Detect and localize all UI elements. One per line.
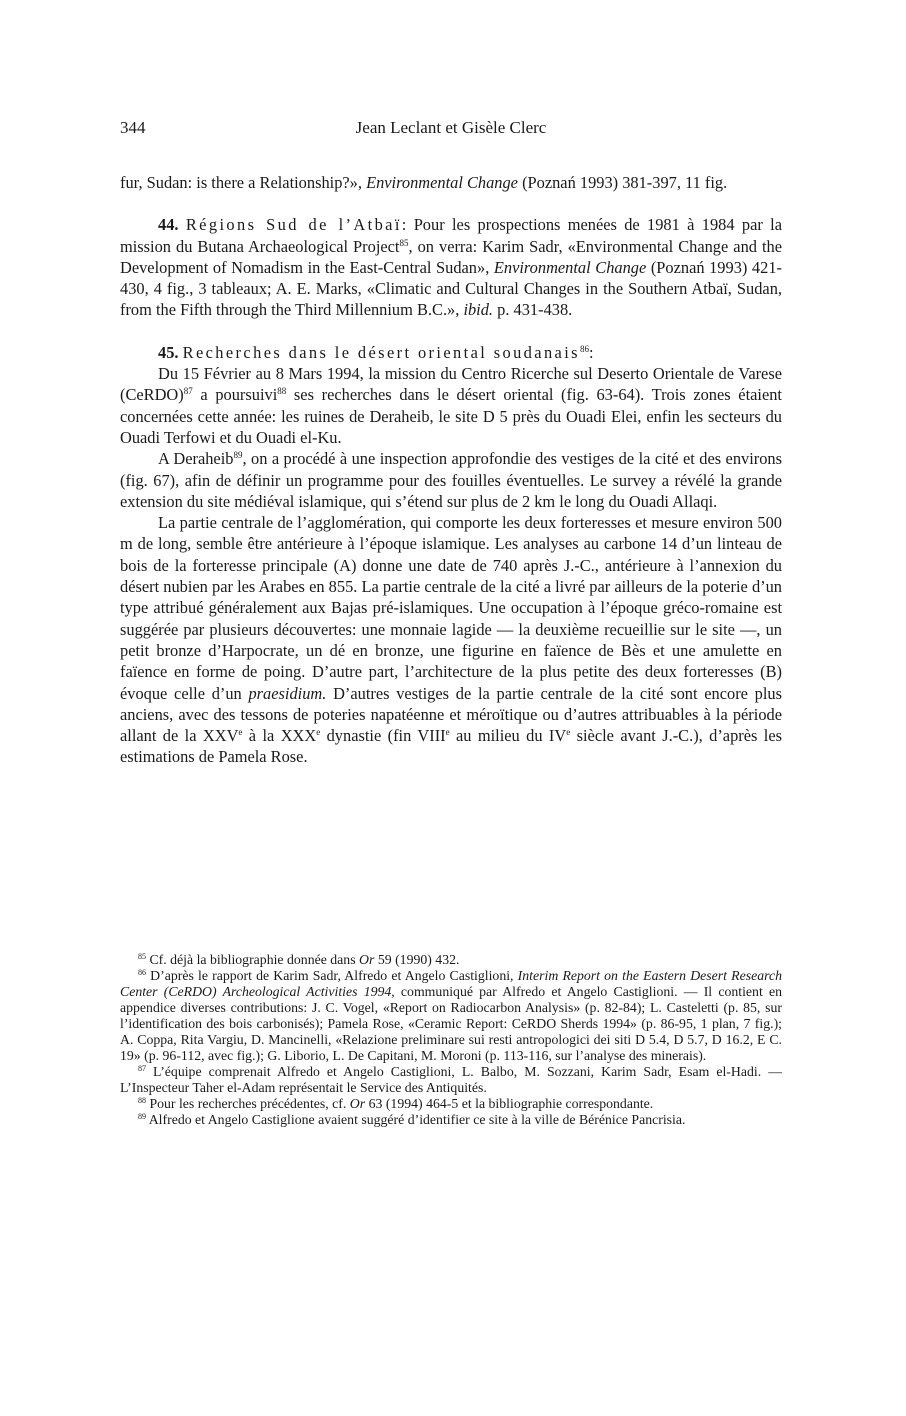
section-45-paragraph-3 (120, 512, 782, 768)
section-44 (120, 214, 782, 320)
footnote-number: 88 (138, 1096, 146, 1105)
text-run: a poursuivi (192, 385, 278, 405)
footnote-ref[interactable]: 87 (183, 386, 193, 397)
italic-journal: Or (349, 1096, 366, 1111)
text-run: A Deraheib (158, 449, 234, 469)
running-head: Jean Leclant et Gisèle Clerc (355, 118, 547, 137)
footnotes (120, 952, 782, 1128)
ordinal-sup: e (445, 727, 450, 738)
footnote-number: 87 (138, 1064, 146, 1073)
text-run: à la XXX (242, 726, 317, 746)
footnote-text: Cf. déjà la bibliographie donnée dans (149, 952, 360, 967)
footnote-text: D’après le rapport de Karim Sadr, Alfredo et Angelo Castiglioni, (150, 968, 518, 983)
text-run: La partie centrale de l’agglomération, qui comporte les deux forteresses et mesure environ 500 m de long, semble être antérieure à l’époque islamique. Les analyses au carbone 14 d’un linteau de bois de la forteresse principale (A) donne une date de 740 après J.-C., antérieure à l’annexion du désert nubien par les Arabes en 855. La partie centrale de la cité a livré par ailleurs de la poterie d’un type attribué généralement aux Bajas pré-islamiques. Une occupation à l’époque gréco-romaine est suggérée par plusieurs découvertes: une monnaie lagide — la deuxième recueillie sur le site —, un petit bronze d’Harpocrate, un dé en bronze, une figurine en faïence de Bès et une amulette en faïence en forme de poing. D’autre part, l’architecture de la plus petite des deux forteresses (B) évoque celle d’un (120, 513, 782, 703)
section-title: Recherches dans le désert oriental soudanais (182, 342, 580, 362)
footnote-number: 86 (138, 968, 146, 977)
section-number: 45. (158, 342, 179, 362)
text-run: Du 15 Février au 8 Mars 1994, la mission du Centro Ricerche sul Deserto Orientale de Varese (CeRDO) (120, 364, 782, 405)
italic-journal: Or (359, 952, 375, 967)
section-45-paragraph-2 (120, 448, 782, 512)
section-number: 44. (158, 215, 179, 235)
footnote-text: L’équipe comprenait Alfredo et Angelo Castiglioni, L. Balbo, M. Sozzani, Karim Sadr, Esam el-Hadi. — L’Inspecteur Taher el-Adam représentait le Service des Antiquités. (120, 1064, 782, 1095)
footnote-ref[interactable]: 89 (233, 450, 243, 461)
text-run: p. 431-438. (493, 300, 573, 320)
footnote-88 (120, 1096, 782, 1112)
footnote-ref[interactable]: 88 (277, 386, 287, 397)
footnote-ref[interactable]: 85 (399, 237, 409, 248)
footnote-89 (120, 1112, 782, 1128)
ordinal-sup: e (238, 727, 243, 738)
ordinal-sup: e (316, 727, 321, 738)
footnote-86 (120, 968, 782, 1064)
footnote-text: 59 (1990) 432. (374, 952, 460, 967)
ordinal-sup: e (566, 727, 571, 738)
text-run: : (588, 342, 594, 362)
text-run: ses recherches dans le désert oriental (fig. 63-64). Trois zones étaient concernées cette année: les ruines de Deraheib, le site D 5 près du Ouadi Elei, enfin les secteurs du Ouadi Terfowi et du Ouadi el-Ku. (120, 385, 782, 447)
italic-abbrev: ibid. (463, 300, 494, 320)
text-run: dynastie (fin VIII (320, 726, 446, 746)
text-run: (Poznań 1993) 381-397, 11 fig. (517, 173, 728, 192)
page-number: 344 (120, 118, 146, 137)
main-text (120, 172, 782, 768)
text-run: , on verra: Karim Sadr, «Environmental Change and the Development of Nomadism in the East-Central Sudan», (120, 236, 782, 277)
text-run: au milieu du IV (449, 726, 567, 746)
footnote-text: communiqué par Alfredo et Angelo Castiglioni. — Il contient en appendice diverses contributions: J. C. Vogel, «Report on Radiocarbon Analysis» (p. 82-84); L. Casteletti (p. 85, sur l’identification des bois carbonisés); Pamela Rose, «Ceramic Report: CeRDO Sherds 1994» (p. 86-95, 1 plan, 7 fig.); A. Coppa, Rita Vargiu, D. Mancinelli, «Relazione preliminare sui resti antropologici dei siti D 5.4, D 5.7, D 16.2, E C. 19» (p. 96-112, avec fig.); G. Liborio, L. De Capitani, M. Moroni (p. 113-116, sur l’analyse des minerais). (120, 984, 782, 1063)
text-run: siècle avant J.-C.), d’après les estimations de Pamela Rose. (120, 726, 782, 767)
text-run: : Pour les prospections menées de 1981 à 1984 par la mission du Butana Archaeological Project (120, 215, 782, 256)
section-title: Régions Sud de l’Atbaï (185, 215, 402, 235)
footnote-text: Alfredo et Angelo Castiglione avaient suggéré d’identifier ce site à la ville de Bérénice Pancrisia. (148, 1112, 686, 1127)
italic-title: Environmental Change (366, 173, 518, 192)
text-run: fur, Sudan: is there a Relationship?», (120, 173, 367, 192)
footnote-text: Pour les recherches précédentes, cf. (149, 1096, 350, 1111)
text-run: D’autres vestiges de la partie centrale de la cité sont encore plus anciens, avec des tessons de poteries napatéenne et méroïtique ou d’autres attribuables à la période allant de la XXV (120, 683, 782, 746)
footnote-ref[interactable]: 86 (579, 343, 589, 354)
footnote-text: 63 (1994) 464-5 et la bibliographie correspondante. (365, 1096, 654, 1111)
text-run: (Poznań 1993) 421-430, 4 fig., 3 tableaux; A. E. Marks, «Climatic and Cultural Changes in the Southern Atbaï, Sudan, from the Fifth through the Third Millennium B.C.», (120, 257, 782, 320)
text-run: , on a procédé à une inspection approfondie des vestiges de la cité et des environs (fig. 67), afin de définir un programme pour des fouilles éventuelles. Le survey a révélé la grande extension du site médiéval islamique, qui s’étend sur plus de 2 km le long du Ouadi Allaqi. (120, 449, 782, 511)
section-45-heading (120, 342, 782, 363)
continuation-paragraph (120, 172, 782, 193)
italic-title: Interim Report on the Eastern Desert Research Center (CeRDO) Archeological Activities 1994, (120, 968, 782, 999)
footnote-87 (120, 1064, 782, 1096)
section-45-paragraph-1 (120, 363, 782, 448)
italic-title: Environmental Change (493, 257, 647, 277)
footnote-number: 85 (138, 952, 146, 961)
footnote-85 (120, 952, 782, 968)
footnote-number: 89 (138, 1112, 146, 1121)
italic-term: praesidium. (248, 683, 327, 703)
